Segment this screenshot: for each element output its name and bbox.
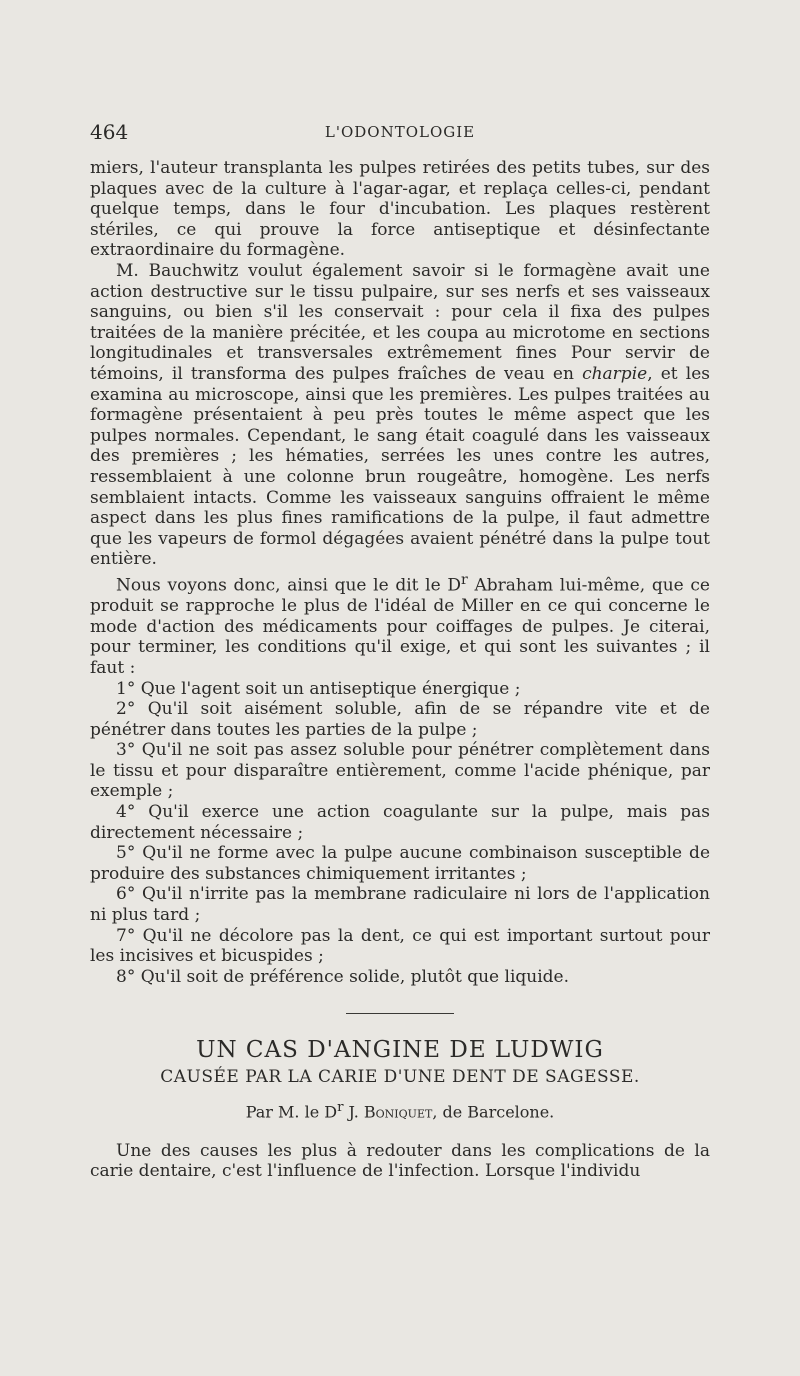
page-body	[90, 158, 710, 1182]
author-name: Boniquet	[363, 1101, 433, 1121]
article-title: UN CAS D'ANGINE DE LUDWIG	[196, 1037, 604, 1064]
article-byline	[90, 1098, 710, 1123]
paragraph-continuation: miers, l'auteur transplanta les pulpes retirées des petits tubes, sur des plaques avec de la culture à l'agar-agar, et replaça celles-ci, pendant quelque temps, dans le four d'incubation. Les plaques restèrent stériles, ce qui prouve la force antiseptique et désinfectante extraordinaire du formagène.	[90, 158, 710, 261]
list-item: 3° Qu'il ne soit pas assez soluble pour pénétrer complètement dans le tissu et pour disparaître entièrement, comme l'acide phénique, par exemple ;	[90, 740, 710, 802]
running-title: L'ODONTOLOGIE	[324, 123, 476, 141]
superscript: r	[337, 1099, 344, 1115]
paragraph-text: Abraham lui-même, que ce produit se rapproche le plus de l'idéal de Miller en ce qui concerne le mode d'action des médicaments pour coiffages de pulpes. Je citerai, pour terminer, les conditions qu'il exige, et qui sont les suivantes ; il faut :	[90, 575, 710, 678]
paragraph-article-start: Une des causes les plus à redouter dans les complications de la carie dentaire, c'est l'influence de l'infection. Lorsque l'individu	[90, 1140, 710, 1182]
section-divider	[346, 1013, 454, 1014]
list-item: 4° Qu'il exerce une action coagulante sur la pulpe, mais pas directement nécessaire ;	[90, 802, 710, 843]
paragraph-bauchwitz	[90, 261, 710, 570]
list-item: 6° Qu'il n'irrite pas la membrane radiculaire ni lors de l'application ni plus tard ;	[90, 884, 710, 926]
page-number: 464	[90, 120, 129, 144]
list-item: 5° Qu'il ne forme avec la pulpe aucune combinaison susceptible de produire des substances chimiquement irritantes ;	[90, 843, 710, 884]
page-header	[90, 120, 710, 146]
list-item: 8° Qu'il soit de préférence solide, plutôt que liquide.	[116, 966, 570, 987]
article-subtitle: CAUSÉE PAR LA CARIE D'UNE DENT DE SAGESSE.	[160, 1067, 640, 1087]
superscript: r	[461, 571, 468, 588]
paragraph-abraham	[90, 570, 710, 679]
list-item: 1° Que l'agent soit un antiseptique énergique ;	[116, 678, 521, 699]
byline-text: , de Barcelone.	[432, 1101, 555, 1121]
paragraph-text: M. Bauchwitz voulut également savoir si le formagène avait une action destructive sur le tissu pulpaire, sur ses nerfs et ses vaisseaux sanguins, ou bien s'il les conservait : pour cela il fixa des pulpes traitées de la manière précitée, et les coupa au microtome en sections longitudinales et transversales extrêmement fines Pour servir de témoins, il transforma des pulpes fraîches de veau en	[90, 260, 710, 384]
italic-word: charpie	[582, 363, 648, 384]
list-item: 2° Qu'il soit aisément soluble, afin de se répandre vite et de pénétrer dans toutes les parties de la pulpe ;	[90, 699, 710, 740]
byline-text: Par M. le D	[245, 1101, 338, 1121]
list-item: 7° Qu'il ne décolore pas la dent, ce qui est important surtout pour les incisives et bicuspides ;	[90, 925, 710, 967]
paragraph-text: Nous voyons donc, ainsi que le dit le D	[116, 575, 462, 596]
byline-text: J.	[343, 1101, 364, 1121]
paragraph-text: , et les examina au microscope, ainsi que les premières. Les pulpes traitées au formagène présentaient à peu près toutes le même aspect que les pulpes normales. Cependant, le sang était coagulé dans les vaisseaux des premières ; les hématies, serrées les unes contre les autres, ressemblaient à une colonne brun rougeâtre, homogène. Les nerfs semblaient intacts. Comme les vaisseaux sanguins offraient le même aspect dans les plus fines ramifications de la pulpe, il faut admettre que les vapeurs de formol dégagées avaient pénétré dans la pulpe tout entière.	[90, 363, 710, 570]
